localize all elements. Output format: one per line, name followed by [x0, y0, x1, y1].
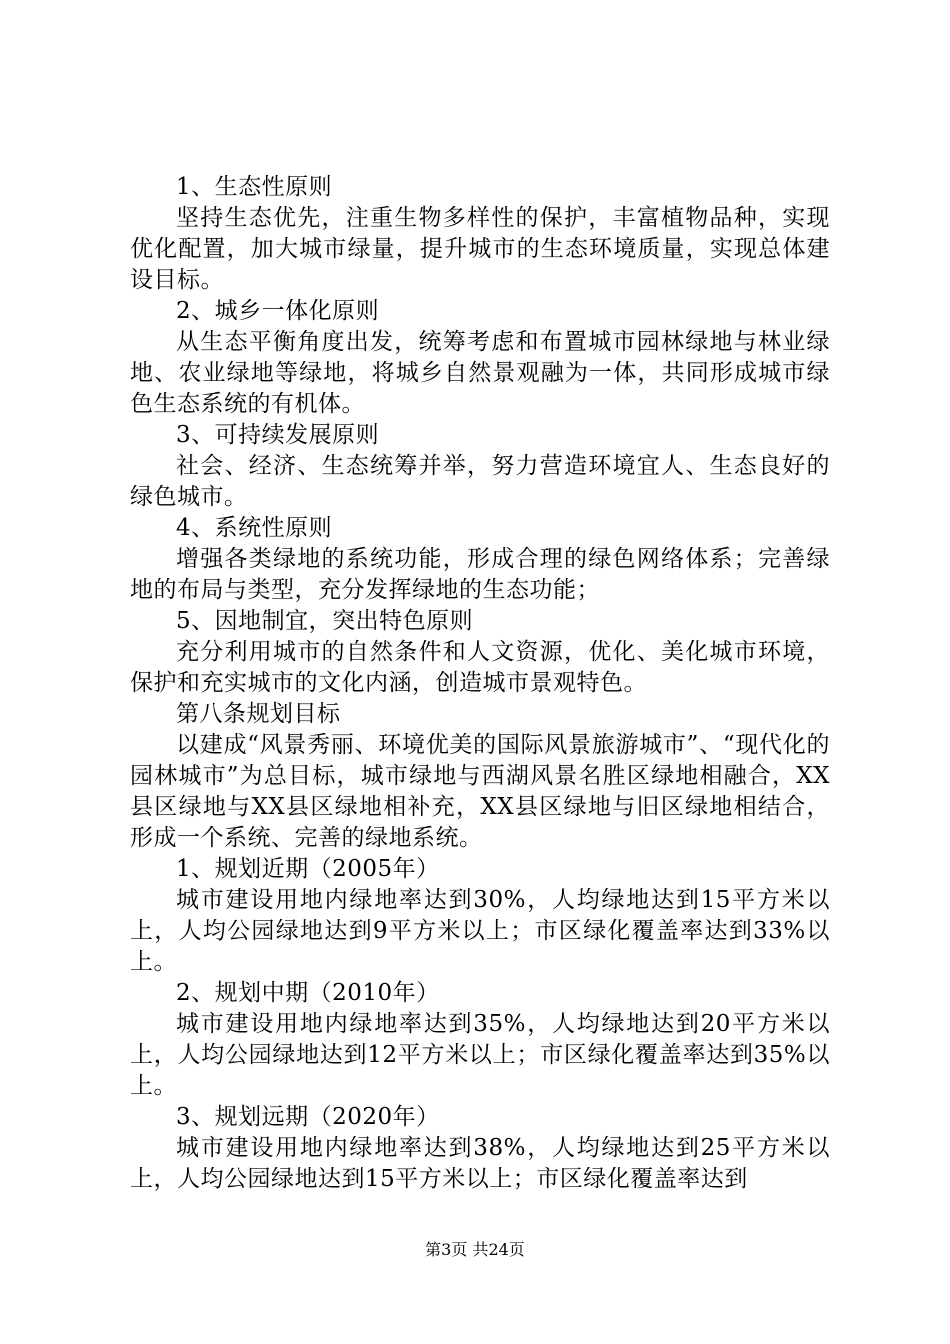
page-number-label: 第3页 共24页 — [425, 1240, 525, 1259]
section-heading: 1、规划近期（2005年） — [176, 856, 440, 882]
section-text: 从生态平衡角度出发，统筹考虑和布置城市园林绿地与林业绿地、农业绿地等绿地，将城乡自然景观融为一体，共同形成城市绿色生态系统的有机体。 — [130, 329, 830, 417]
section-heading: 2、规划中期（2010年） — [176, 980, 440, 1006]
section-text: 城市建设用地内绿地率达到30%，人均绿地达到15平方米以上，人均公园绿地达到9平方米以上；市区绿化覆盖率达到33%以上。 — [130, 887, 830, 975]
page-footer — [0, 1240, 950, 1260]
document-body — [130, 172, 830, 1195]
section-heading: 1、生态性原则 — [176, 174, 333, 200]
section-text: 坚持生态优先，注重生物多样性的保护，丰富植物品种，实现优化配置，加大城市绿量，提升城市的生态环境质量，实现总体建设目标。 — [130, 205, 830, 293]
section-heading: 2、城乡一体化原则 — [176, 298, 380, 324]
section-text: 增强各类绿地的系统功能，形成合理的绿色网络体系；完善绿地的布局与类型，充分发挥绿地的生态功能； — [130, 546, 830, 603]
section-text: 以建成“风景秀丽、环境优美的国际风景旅游城市”、“现代化的园林城市”为总目标，城市绿地与西湖风景名胜区绿地相融合，XX县区绿地与XX县区绿地相补充，XX县区绿地与旧区绿地相结合，形成一个系统、完善的绿地系统。 — [130, 732, 830, 851]
section-text: 社会、经济、生态统筹并举，努力营造环境宜人、生态良好的绿色城市。 — [130, 453, 830, 510]
section-text: 充分利用城市的自然条件和人文资源，优化、美化城市环境，保护和充实城市的文化内涵，创造城市景观特色。 — [130, 639, 830, 696]
section-heading: 第八条规划目标 — [176, 701, 341, 727]
section-text: 城市建设用地内绿地率达到35%，人均绿地达到20平方米以上，人均公园绿地达到12平方米以上；市区绿化覆盖率达到35%以上。 — [130, 1011, 830, 1099]
section-heading: 4、系统性原则 — [176, 515, 333, 541]
section-heading: 5、因地制宜，突出特色原则 — [176, 608, 474, 634]
section-heading: 3、可持续发展原则 — [176, 422, 380, 448]
section-text: 城市建设用地内绿地率达到38%，人均绿地达到25平方米以上，人均公园绿地达到15平方米以上；市区绿化覆盖率达到 — [130, 1135, 830, 1192]
section-heading: 3、规划远期（2020年） — [176, 1104, 440, 1130]
